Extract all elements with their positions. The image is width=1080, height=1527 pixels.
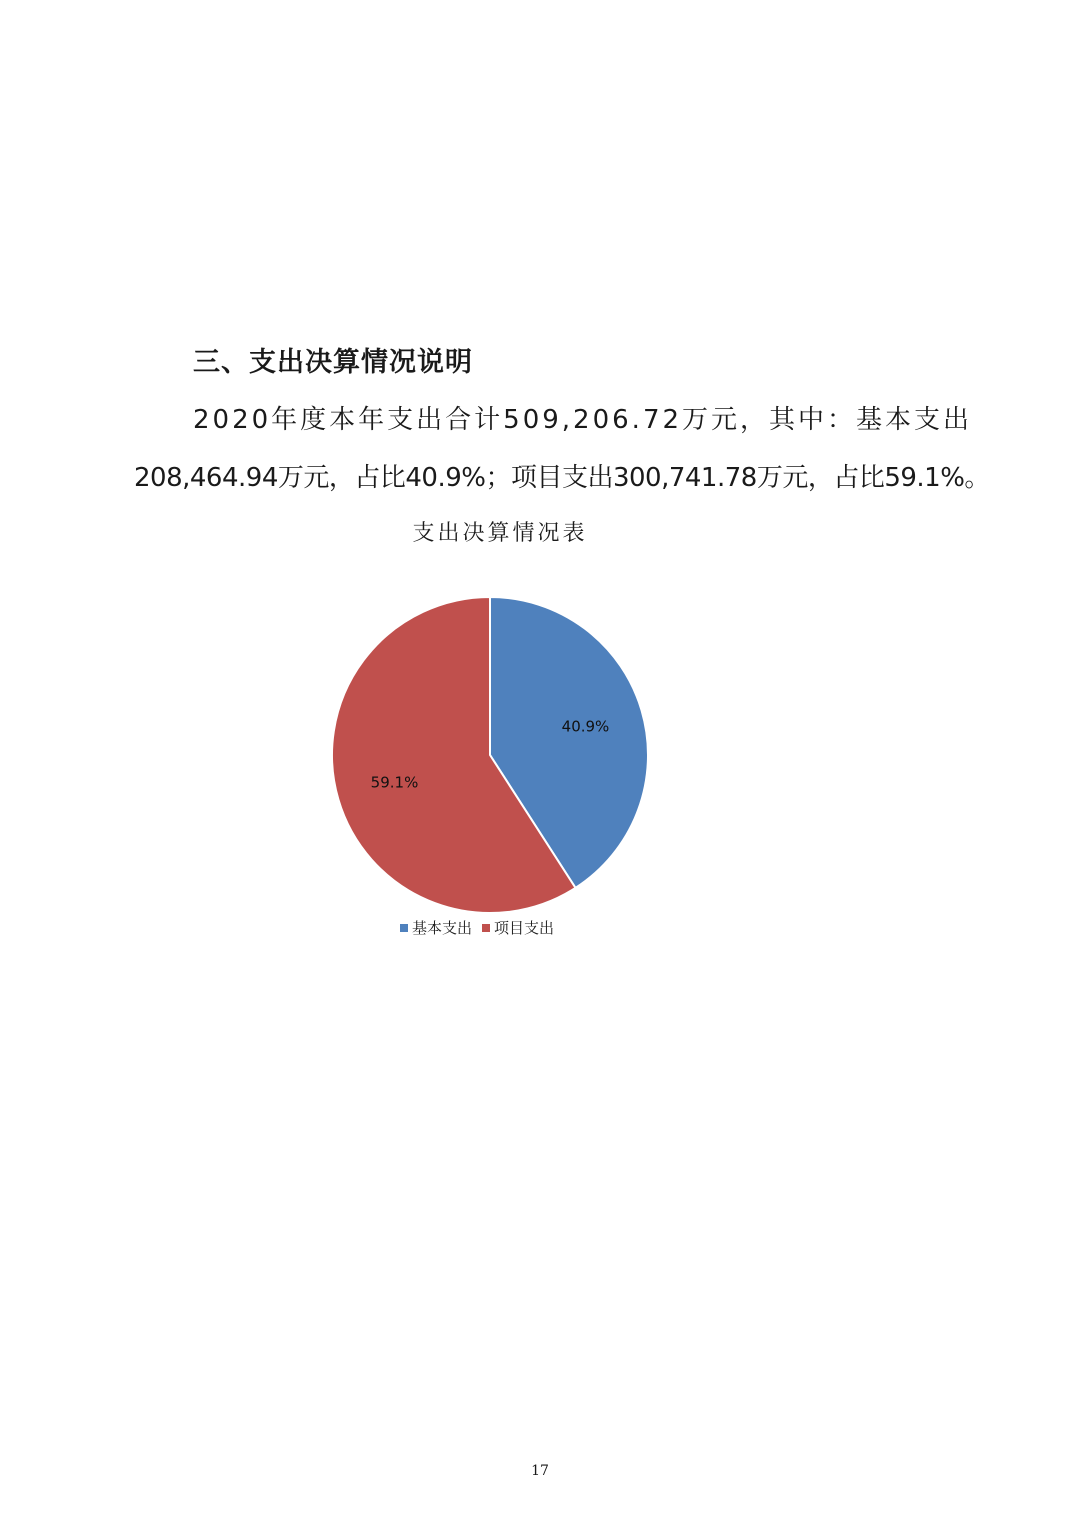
pie-label-basic: 40.9% — [561, 717, 610, 736]
chart-title: 支出决算情况表 — [412, 521, 588, 546]
section-heading: 三、支出决算情况说明 — [193, 347, 473, 378]
legend-swatch-basic — [400, 924, 408, 932]
legend-item-basic — [400, 917, 472, 938]
pie-slices — [332, 597, 648, 913]
legend-item-project — [482, 917, 554, 938]
pie-label-project: 59.1% — [370, 773, 419, 792]
legend-label-basic: 基本支出 — [412, 919, 473, 937]
pie-chart — [320, 585, 660, 925]
chart-legend — [400, 917, 554, 938]
paragraph-line-1: 2020年度本年支出合计509,206.72万元，其中：基本支出 — [193, 405, 973, 435]
legend-swatch-project — [482, 924, 490, 932]
legend-label-project: 项目支出 — [494, 919, 555, 937]
paragraph-line-2: 208,464.94万元，占比40.9%；项目支出300,741.78万元，占比59.1%。 — [134, 463, 990, 493]
page-number: 17 — [531, 1463, 549, 1479]
